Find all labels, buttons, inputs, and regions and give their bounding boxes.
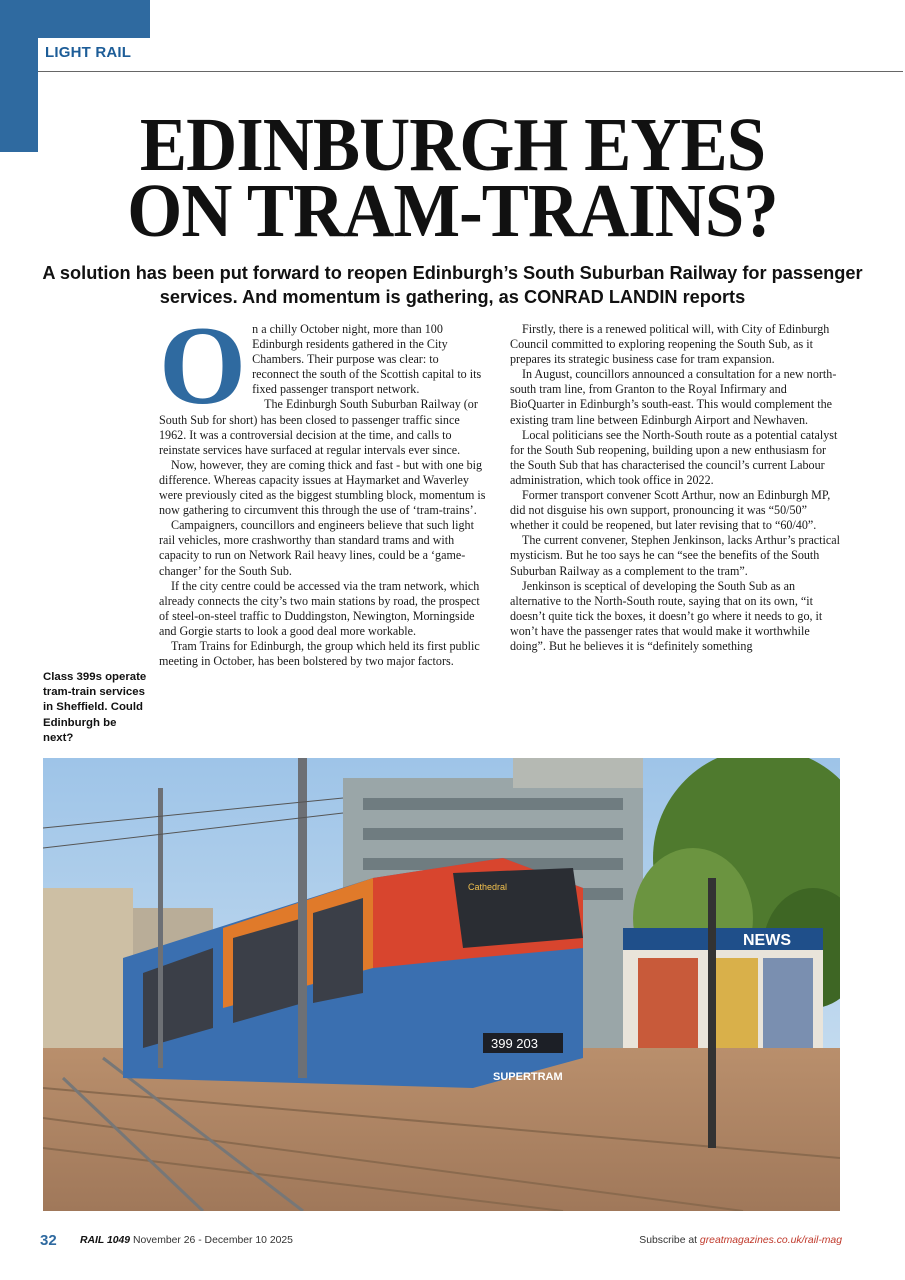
paragraph: Campaigners, councillors and engineers believe that such light rail vehicles, more crashworthy than standard trams and with capacity to run on Network Rail heavy lines, could be a ‘game-changer’ for the South Sub. <box>159 518 474 578</box>
headline <box>32 103 874 253</box>
standfirst: A solution has been put forward to reopen Edinburgh’s South Suburban Railway for passenger services. And momentum is gathering, as CONRAD LANDIN reports <box>42 263 863 307</box>
paragraph: In August, councillors announced a consultation for a new north-south tram line, from Granton to the Royal Infirmary and BioQuarter in Edinburgh’s south-east. This would complement the existing tram line between Edinburgh Airport and Newhaven. <box>510 367 837 427</box>
photo-caption: Class 399s operate tram-train services in Sheffield. Could Edinburgh be next? <box>43 671 147 744</box>
paragraph: The Edinburgh South Suburban Railway (or South Sub for short) has been closed to passenger traffic since 1962. It was a controversial decision at the time, and calls to reinstate services have surfaced at regular intervals ever since. <box>159 397 478 457</box>
footer-subscribe <box>639 1235 842 1246</box>
paragraph: Now, however, they are coming thick and fast - but with one big difference. Whereas capacity issues at Haymarket and Waverley were previously cited as the biggest stumbling block, momentum is now gathering to circumvent this through the use of ‘tram-trains’. <box>159 457 486 518</box>
header-rule <box>38 71 903 72</box>
paragraph: Tram Trains for Edinburgh, the group which held its first public meeting in October, has been bolstered by two major factors. <box>159 638 480 669</box>
headline-line-2: ON TRAM-TRAINS? <box>127 169 778 253</box>
tram-number: 399 203 <box>491 1036 538 1051</box>
section-color-tab <box>38 0 150 38</box>
headline-line-1: EDINBURGH EYES <box>139 103 766 187</box>
shop-sign: NEWS <box>743 932 791 949</box>
subscribe-text: Subscribe at <box>639 1235 698 1246</box>
tram-brand: SUPERTRAM <box>493 1071 563 1083</box>
article-column-1 <box>159 304 487 669</box>
page-number: 32 <box>40 1232 57 1249</box>
paragraph: The current convener, Stephen Jenkinson, lacks Arthur’s practical mysticism. But he too says he can “see the benefits of the South Suburban Railway as a complement to the tram”. <box>510 533 840 578</box>
tram-destination: Cathedral <box>468 882 508 892</box>
paragraph: Local politicians see the North-South route as a potential catalyst for the South Sub reopening, building upon a new enthusiasm for the South Sub that has characterised the council’s current Labour administration, which took office in 2022. <box>510 427 838 487</box>
subscribe-link[interactable]: greatmagazines.co.uk/rail-mag <box>699 1235 842 1246</box>
paragraph: n a chilly October night, more than 100 Edinburgh residents gathered in the City Chambers. Their purpose was clear: to reconnect the south of the Scottish capital to its fixed passenger transport network. <box>252 322 482 397</box>
magazine-issue: RAIL 1049 <box>80 1235 131 1246</box>
drop-cap: O <box>159 304 247 428</box>
section-label: LIGHT RAIL <box>45 44 132 61</box>
paragraph: Firstly, there is a renewed political will, with City of Edinburgh Council committed to exploring reopening the South Sub, as it prepares its strategic business case for tram expansion. <box>510 322 830 367</box>
footer-issue <box>80 1235 293 1246</box>
tram-photo-illustration <box>43 758 840 1211</box>
paragraph: Jenkinson is sceptical of developing the South Sub as an alternative to the North-South route, saying that on its own, “it doesn’t quite tick the boxes, it doesn’t go where it needs to go, it won’t have the passenger rates that would make it worthwhile doing”. But he believes it is “definitely something <box>510 578 823 653</box>
tram-photo <box>43 758 840 1211</box>
article-column-2 <box>510 322 840 654</box>
paragraph: Former transport convener Scott Arthur, now an Edinburgh MP, did not disguise his own support, pronouncing it was “50/50” whether it could be reopened, but later revising that to “60/40”. <box>510 488 831 533</box>
issue-dates: November 26 - December 10 2025 <box>132 1235 293 1246</box>
paragraph: If the city centre could be accessed via the tram network, which already connects the city’s two main stations by road, the prospect of steel-on-steel traffic to Duddingston, Newington, Morningside and Gorgie starts to look a good deal more workable. <box>159 578 480 638</box>
